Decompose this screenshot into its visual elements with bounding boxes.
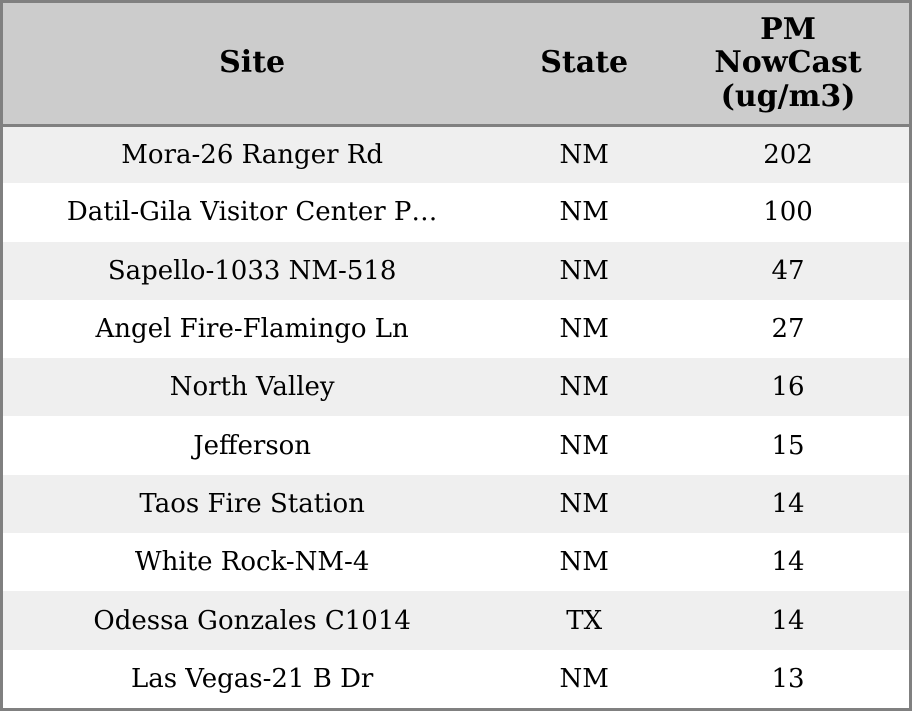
cell-state: TX <box>566 605 603 636</box>
cell-pm-nowcast: 15 <box>771 430 805 461</box>
cell-site: Datil-Gila Visitor Center P… <box>66 197 438 228</box>
cell-site: Mora-26 Ranger Rd <box>121 139 383 170</box>
table-row <box>3 416 909 474</box>
cell-state: NM <box>559 430 609 461</box>
table-row <box>3 591 909 649</box>
cell-state: NM <box>559 314 609 345</box>
cell-site: Jefferson <box>193 430 312 461</box>
column-header-pm-nowcast-line-2: NowCast <box>714 45 862 81</box>
table-row <box>3 183 909 241</box>
cell-site: Odessa Gonzales C1014 <box>93 605 411 636</box>
cell-site: White Rock-NM-4 <box>134 547 370 578</box>
air-quality-table <box>3 3 909 708</box>
table-row <box>3 533 909 591</box>
cell-state: NM <box>559 372 609 403</box>
cell-pm-nowcast: 47 <box>771 255 805 286</box>
cell-state: NM <box>559 488 609 519</box>
cell-pm-nowcast: 100 <box>763 197 813 228</box>
table-header-row <box>3 3 909 125</box>
cell-pm-nowcast: 14 <box>771 547 805 578</box>
cell-pm-nowcast: 202 <box>763 139 813 170</box>
cell-state: NM <box>559 197 609 228</box>
table-row <box>3 300 909 358</box>
cell-pm-nowcast: 16 <box>771 372 805 403</box>
cell-pm-nowcast: 13 <box>771 663 805 694</box>
cell-pm-nowcast: 14 <box>771 488 805 519</box>
table-row <box>3 475 909 533</box>
cell-site: Taos Fire Station <box>139 488 365 519</box>
cell-state: NM <box>559 139 609 170</box>
table-header <box>3 3 909 125</box>
column-header-pm-nowcast-line-3: (ug/m3) <box>720 79 856 115</box>
cell-site: Las Vegas-21 B Dr <box>130 663 374 694</box>
table-row <box>3 125 909 183</box>
table-row <box>3 358 909 416</box>
table-row <box>3 650 909 708</box>
cell-site: Sapello-1033 NM-518 <box>107 255 397 286</box>
table-body <box>3 125 909 708</box>
column-header-state-line-1: State <box>540 45 629 81</box>
column-header-state <box>501 3 667 125</box>
cell-state: NM <box>559 547 609 578</box>
cell-site: Angel Fire-Flamingo Ln <box>95 314 409 345</box>
column-header-site <box>3 3 501 125</box>
table-row <box>3 242 909 300</box>
column-header-pm-nowcast <box>667 3 909 125</box>
column-header-pm-nowcast-line-1: PM <box>760 11 816 47</box>
cell-pm-nowcast: 27 <box>771 314 805 345</box>
cell-pm-nowcast: 14 <box>771 605 805 636</box>
cell-state: NM <box>559 255 609 286</box>
cell-state: NM <box>559 663 609 694</box>
column-header-site-line-1: Site <box>219 45 286 81</box>
cell-site: North Valley <box>169 372 335 403</box>
